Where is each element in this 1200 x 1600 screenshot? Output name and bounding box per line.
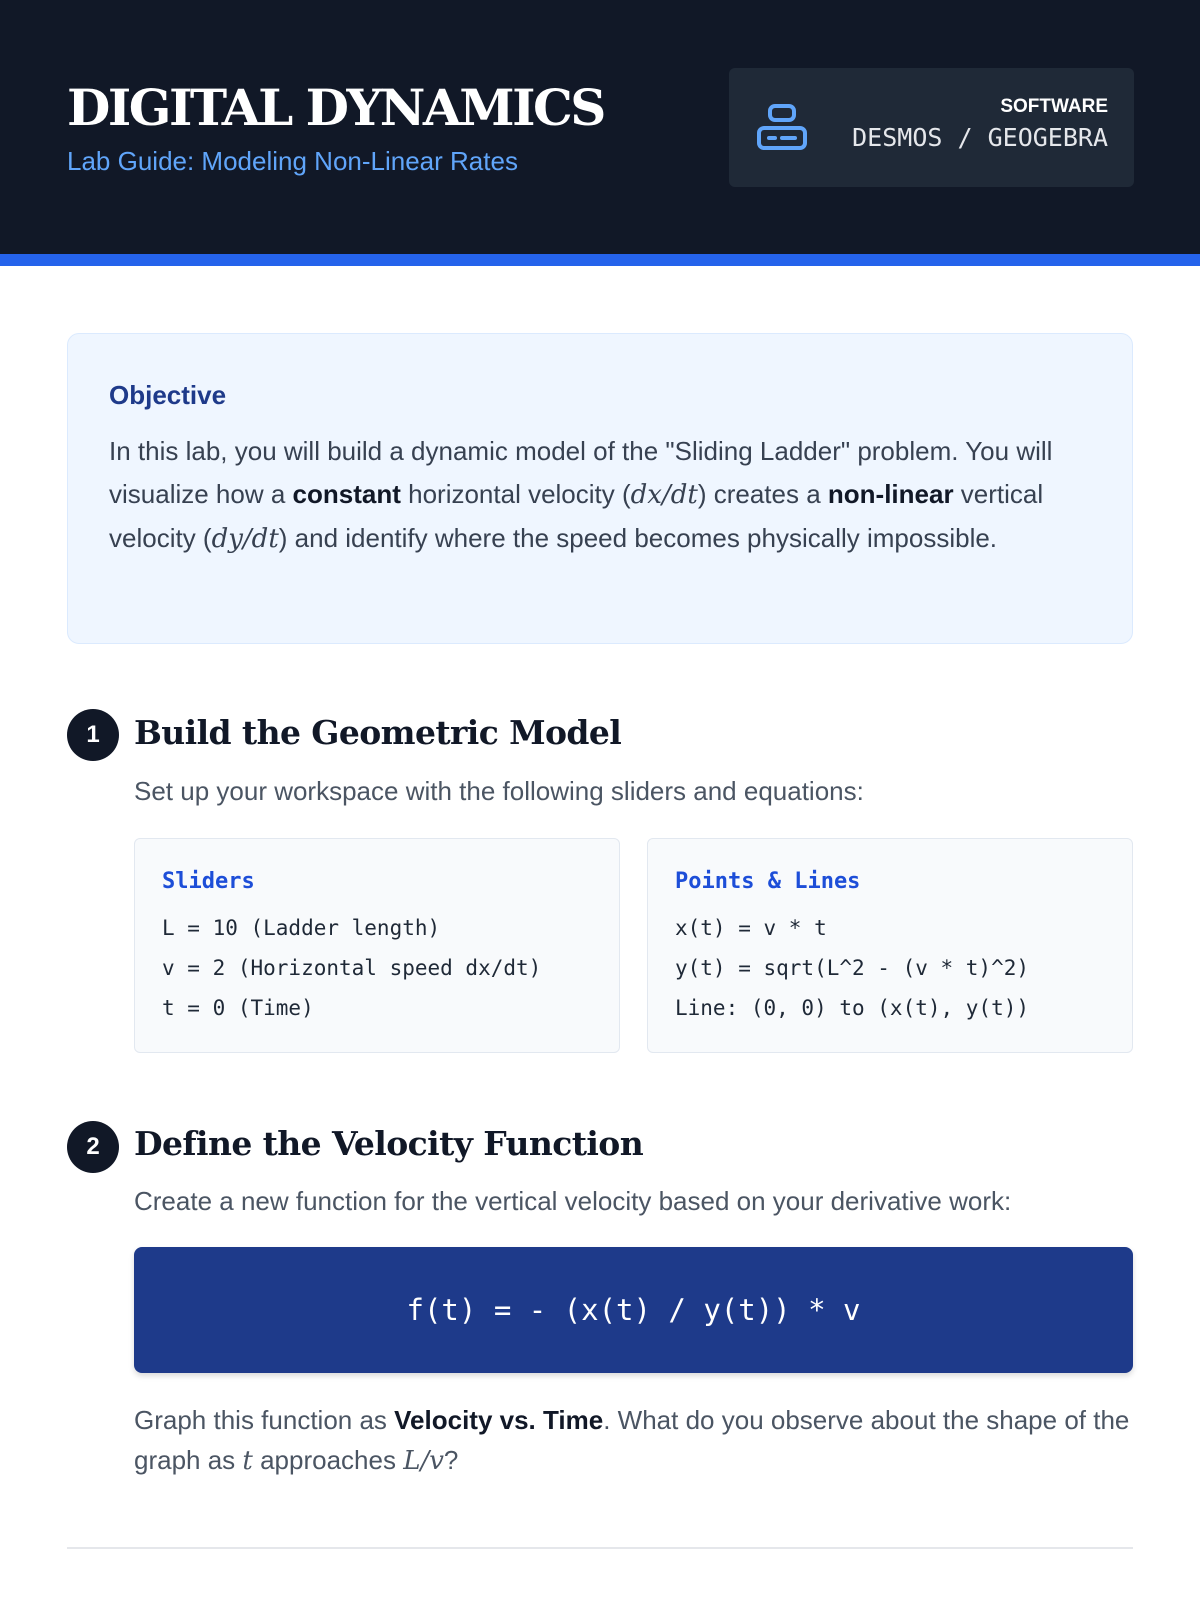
- code-line: Line: (0, 0) to (x(t), y(t)): [675, 996, 1030, 1020]
- page-header: [0, 0, 1200, 254]
- software-badge: [729, 68, 1134, 187]
- software-label: SOFTWARE: [1000, 96, 1108, 117]
- math-t: t: [242, 1446, 253, 1476]
- step-2-description: Create a new function for the vertical velocity based on your derivative work:: [134, 1186, 1012, 1216]
- step-1-description: Set up your workspace with the following sliders and equations:: [134, 776, 864, 806]
- lab-guide-subtitle: Lab Guide: Modeling Non-Linear Rates: [67, 146, 518, 176]
- math-l-over-v: L/v: [403, 1446, 444, 1476]
- objective-text-part: ) creates a: [697, 479, 828, 509]
- sliders-card: [134, 838, 620, 1053]
- observation-text-part: approaches: [252, 1445, 404, 1475]
- section-divider: [67, 1547, 1133, 1549]
- points-lines-card: [647, 838, 1133, 1053]
- step-1-number: 1: [67, 709, 119, 761]
- observation-text-part: Graph this function as: [134, 1405, 395, 1435]
- code-line: v = 2 (Horizontal speed dx/dt): [162, 956, 542, 980]
- observation-text-part: . What do you observe about the shape of the graph as: [134, 1405, 1130, 1475]
- objective-text: [109, 430, 1094, 561]
- code-line: y(t) = sqrt(L^2 - (v * t)^2): [675, 956, 1030, 980]
- code-line: x(t) = v * t: [675, 916, 827, 940]
- velocity-formula: f(t) = - (x(t) / y(t)) * v: [406, 1293, 861, 1327]
- observation-text: [134, 1400, 1133, 1481]
- objective-card: [67, 333, 1133, 644]
- objective-text-part: ) and identify where the speed becomes physically impossible.: [278, 523, 998, 553]
- observation-text-part: ?: [443, 1445, 459, 1475]
- step-2-number: 2: [67, 1121, 119, 1173]
- header-accent-bar: [0, 254, 1200, 266]
- code-line: t = 0 (Time): [162, 996, 314, 1020]
- points-lines-card-title: Points & Lines: [675, 869, 861, 894]
- server-icon: [756, 102, 808, 154]
- step-2-title: Define the Velocity Function: [134, 1124, 644, 1163]
- objective-text-part: vertical velocity (: [109, 479, 1044, 553]
- math-dy-dt: dy/dt: [211, 524, 279, 554]
- objective-title: Objective: [109, 380, 227, 410]
- objective-text-part: In this lab, you will build a dynamic model of the "Sliding Ladder" problem. You will visualize how a: [109, 436, 1053, 509]
- code-line: L = 10 (Ladder length): [162, 916, 441, 940]
- software-value: DESMOS / GEOGEBRA: [852, 123, 1108, 152]
- objective-text-part: horizontal velocity (: [400, 479, 631, 509]
- objective-bold-constant: constant: [292, 479, 401, 509]
- step-1-title: Build the Geometric Model: [134, 713, 622, 752]
- math-dx-dt: dx/dt: [630, 480, 698, 510]
- brand-title: DIGITAL DYNAMICS: [67, 78, 604, 137]
- observation-bold: Velocity vs. Time: [394, 1405, 604, 1435]
- sliders-card-title: Sliders: [162, 869, 255, 894]
- velocity-formula-block: [134, 1247, 1133, 1373]
- objective-bold-non-linear: non-linear: [827, 479, 954, 509]
